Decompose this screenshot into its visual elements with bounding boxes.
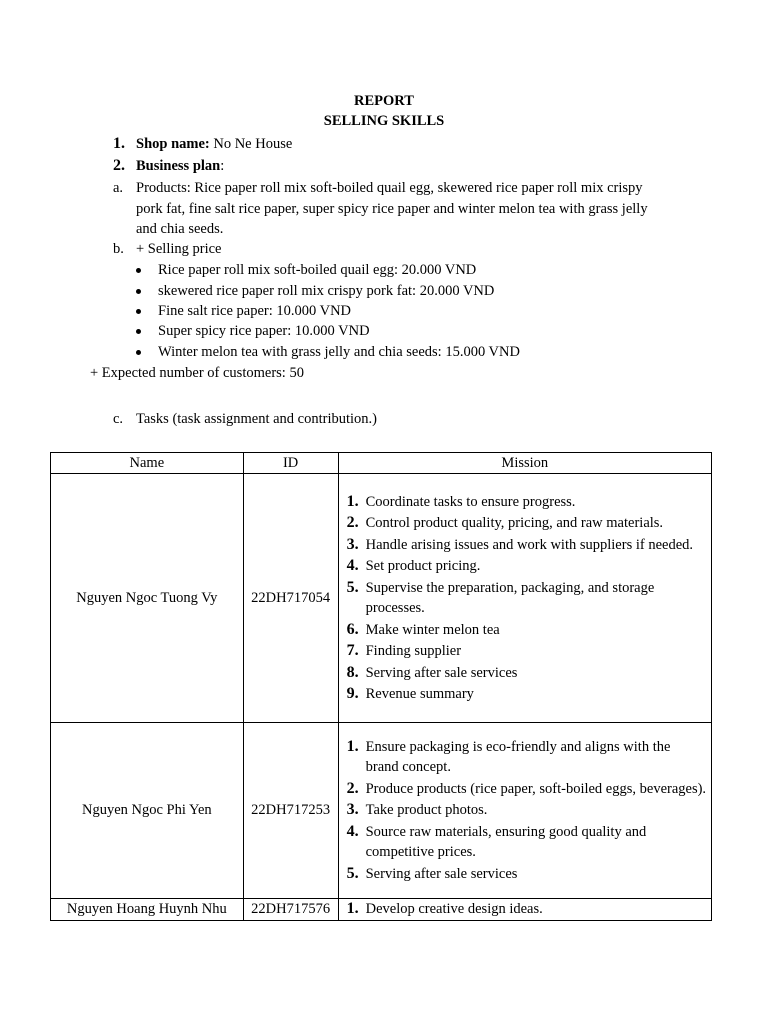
shop-name-line [136,136,292,153]
expected-customers: + Expected number of customers: 50 [90,365,304,381]
mission-list [339,492,711,705]
table-header-row [51,453,712,474]
mission-item: 3. Handle arising issues and work with suppliers if needed. [346,535,693,553]
section-b-letter: b. [113,241,124,257]
business-plan-label: Business plan [136,158,221,174]
mission-cell [338,899,711,921]
price-item: Rice paper roll mix soft-boiled quail egg: 20.000 VND [158,262,477,278]
task-table [50,452,712,921]
products-line-3: and chia seeds. [136,221,224,237]
price-item: Winter melon tea with grass jelly and chia seeds: 15.000 VND [158,344,520,360]
mission-cell [338,474,711,723]
selling-price-label: + Selling price [136,241,222,257]
section-1-number: 1. [113,135,125,152]
price-item: Fine salt rice paper: 10.000 VND [158,303,352,319]
mission-item: 8. Serving after sale services [346,663,518,681]
mission-item: 1. Develop creative design ideas. [346,900,543,918]
mission-item: 1. Ensure packaging is eco-friendly and aligns with the brand concept. [346,737,671,776]
shop-name-value: No Ne House [209,136,293,152]
header-id: ID [243,453,338,474]
section-c-letter: c. [113,411,124,427]
mission-item: 2. Control product quality, pricing, and raw materials. [346,514,664,531]
price-item: Super spicy rice paper: 10.000 VND [158,323,370,339]
bullet-icon [136,289,141,294]
member-id: 22DH717253 [243,723,338,899]
mission-item: 3. Take product photos. [346,801,488,819]
mission-item: 9. Revenue summary [346,685,474,702]
header-mission: Mission [338,453,711,474]
business-plan-line [136,158,224,175]
member-id: 22DH717054 [243,474,338,723]
mission-list [339,899,711,920]
bullet-icon [136,350,141,355]
report-subtitle: SELLING SKILLS [323,113,445,129]
tasks-label: Tasks (task assignment and contribution.) [136,411,378,427]
price-item: skewered rice paper roll mix crispy pork fat: 20.000 VND [158,283,495,299]
mission-item: 1. Coordinate tasks to ensure progress. [346,492,576,510]
mission-item: 6. Make winter melon tea [346,620,500,638]
section-2-number: 2. [113,157,125,174]
report-title: REPORT [354,93,414,109]
section-a-letter: a. [113,180,124,196]
products-line-1: Products: Rice paper roll mix soft-boiled quail egg, skewered rice paper roll mix crispy [136,180,643,196]
member-name: Nguyen Hoang Huynh Nhu [51,899,244,921]
mission-item: 5. Serving after sale services [346,864,518,882]
bullet-icon [136,309,141,314]
mission-item: 5. Supervise the preparation, packaging, and storage processes. [346,578,655,616]
member-name: Nguyen Ngoc Phi Yen [51,723,244,899]
member-id: 22DH717576 [243,899,338,921]
products-line-2: pork fat, fine salt rice paper, super spicy rice paper and winter melon tea with grass jelly [136,201,648,217]
bullet-icon [136,329,141,334]
bullet-icon [136,268,141,273]
table-row [51,474,712,723]
mission-item: 7. Finding supplier [346,642,462,659]
table-row [51,899,712,921]
mission-item: 2. Produce products (rice paper, soft-boiled eggs, beverages). [346,779,707,797]
header-name: Name [51,453,244,474]
mission-item: 4. Set product pricing. [346,557,481,574]
table-row [51,723,712,899]
mission-list [339,737,711,885]
mission-cell [338,723,711,899]
shop-name-label: Shop name: [136,136,210,152]
mission-item: 4. Source raw materials, ensuring good quality and competitive prices. [346,822,647,861]
business-plan-colon: : [220,158,225,174]
member-name: Nguyen Ngoc Tuong Vy [51,474,244,723]
